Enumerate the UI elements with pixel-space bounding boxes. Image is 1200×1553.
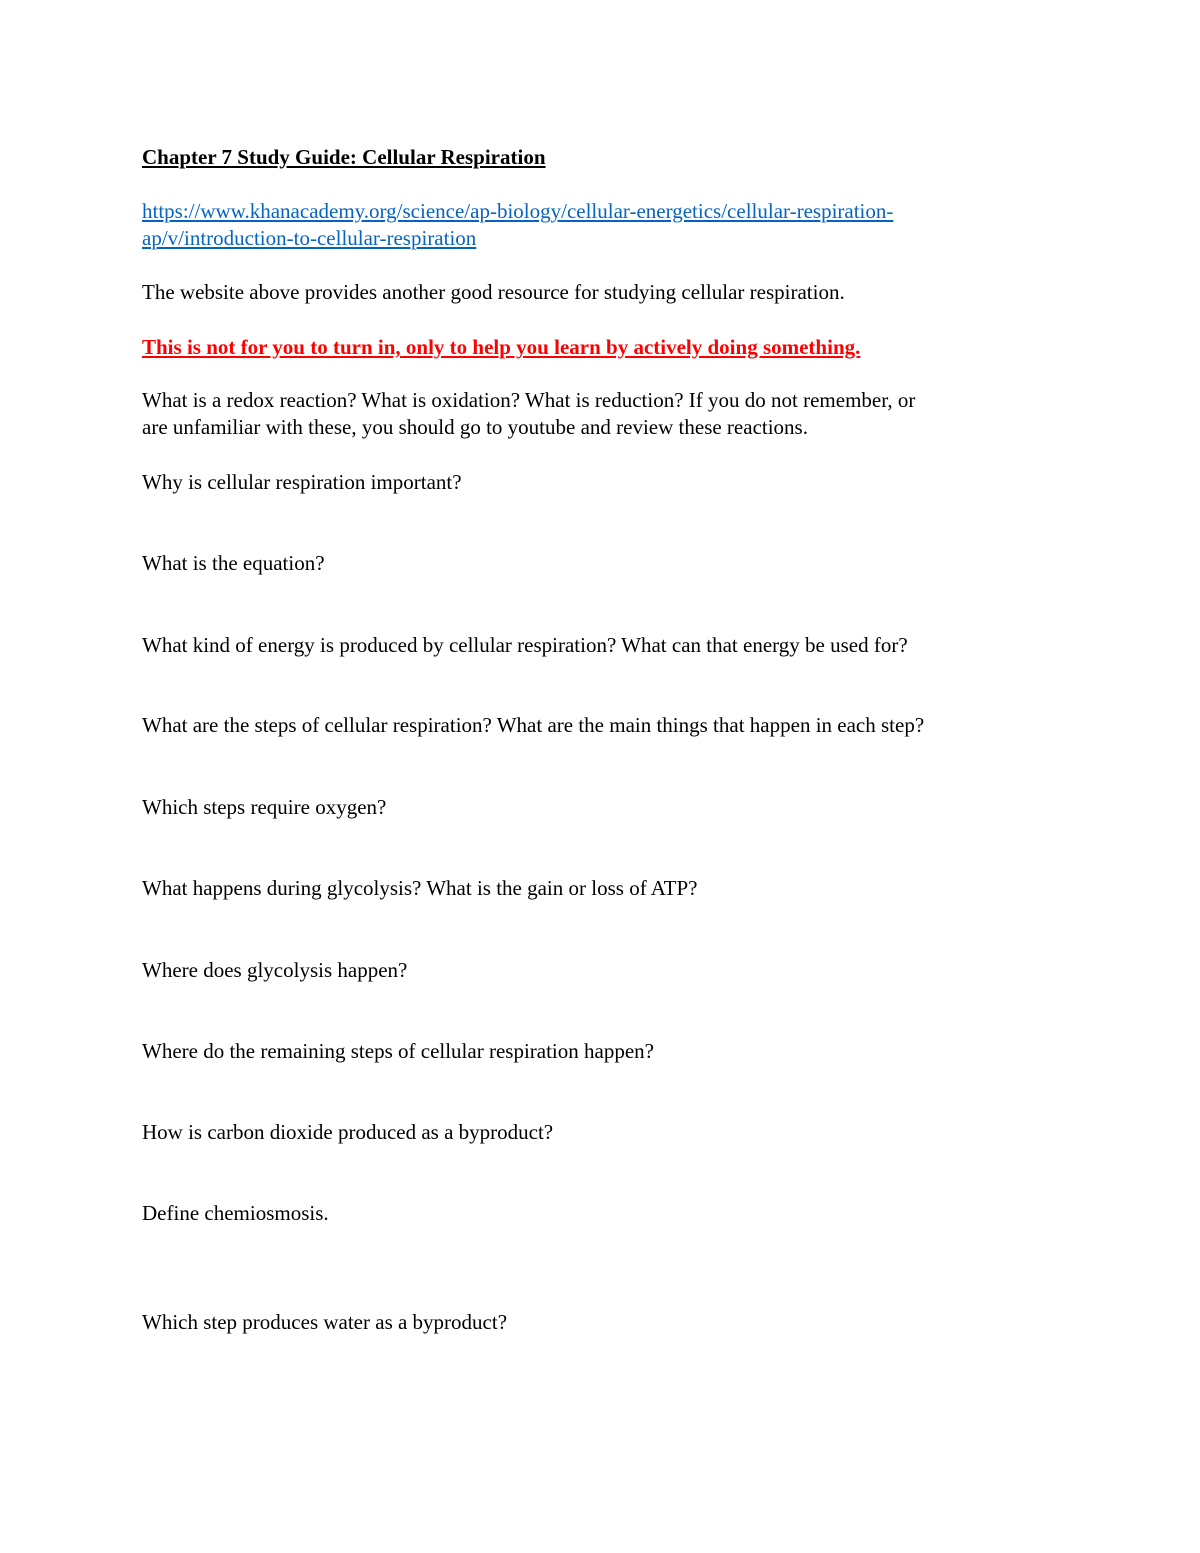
question-carbon-dioxide: How is carbon dioxide produced as a byproduct? xyxy=(142,1120,554,1144)
intro-paragraph: The website above provides another good resource for studying cellular respiration. xyxy=(142,280,845,304)
question-equation: What is the equation? xyxy=(142,551,325,575)
khan-academy-link-line-1[interactable]: https://www.khanacademy.org/science/ap-biology/cellular-energetics/cellular-respiration- xyxy=(142,199,894,223)
question-glycolysis: What happens during glycolysis? What is the gain or loss of ATP? xyxy=(142,876,698,900)
question-water-byproduct: Which step produces water as a byproduct? xyxy=(142,1310,508,1334)
question-glycolysis-location: Where does glycolysis happen? xyxy=(142,958,408,982)
question-oxygen: Which steps require oxygen? xyxy=(142,795,387,819)
question-importance: Why is cellular respiration important? xyxy=(142,470,462,494)
redox-question-line-1: What is a redox reaction? What is oxidation? What is reduction? If you do not remember, or xyxy=(142,388,916,412)
khan-academy-link-line-2[interactable]: ap/v/introduction-to-cellular-respiration xyxy=(142,226,477,250)
question-steps: What are the steps of cellular respiration? What are the main things that happen in each step? xyxy=(142,713,925,737)
warning-note: This is not for you to turn in, only to help you learn by actively doing something. xyxy=(142,335,861,359)
question-chemiosmosis: Define chemiosmosis. xyxy=(142,1201,329,1225)
question-energy: What kind of energy is produced by cellular respiration? What can that energy be used for? xyxy=(142,633,908,657)
redox-question-line-2: are unfamiliar with these, you should go to youtube and review these reactions. xyxy=(142,415,808,439)
page-title: Chapter 7 Study Guide: Cellular Respiration xyxy=(142,145,546,169)
question-remaining-steps-location: Where do the remaining steps of cellular respiration happen? xyxy=(142,1039,654,1063)
